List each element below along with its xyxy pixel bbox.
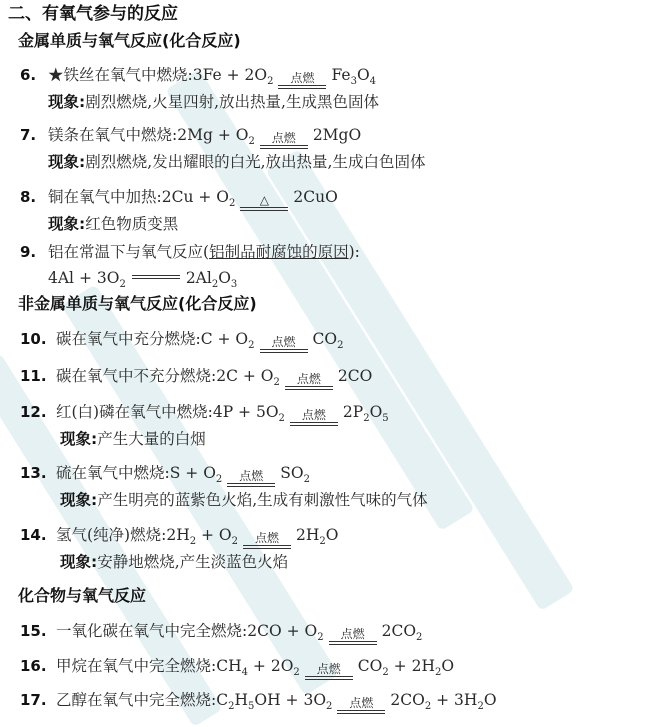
phenomenon-13: 现象:产生明亮的蓝紫色火焰,生成有刺激性气味的气体 (60, 491, 428, 509)
phenomenon-14: 现象:安静地燃烧,产生淡蓝色火焰 (60, 553, 289, 571)
page-title: 二、有氧气参与的反应 (8, 4, 178, 24)
section-title-nonmetal: 非金属单质与氧气反应(化合反应) (18, 294, 257, 313)
condition-ignite: 点燃 (337, 697, 385, 714)
condition-ignite: 点燃 (278, 72, 326, 89)
equation-9: $4Al + 3O_2$ $2Al_2O_3$ (48, 269, 238, 291)
reaction-11: 11. 碳在氧气中不充分燃烧:2C + $O_2$ 点燃 2CO (20, 367, 373, 389)
condition-ignite: 点燃 (260, 132, 308, 149)
condition-ignite: 点燃 (290, 409, 338, 426)
reaction-12: 12. 红(白)磷在氧气中燃烧:4P + $5O_2$ 点燃 $2P_2O_5$ (20, 403, 389, 425)
reaction-16: 16. 甲烷在氧气中完全燃烧$:CH_4 + 2O_2$ 点燃 $CO_2 + 2H_2O$ (20, 657, 455, 679)
condition-ignite: 点燃 (305, 663, 353, 680)
section-title-metal: 金属单质与氧气反应(化合反应) (18, 31, 241, 50)
reaction-14: 14. 氢气(纯净)燃烧$:2H_2 + O_2$ 点燃 $2H_2O$ (20, 526, 339, 548)
reaction-13: 13. 硫在氧气中燃烧:S + $O_2$ 点燃 $SO_2$ (20, 464, 310, 486)
reaction-10: 10. 碳在氧气中充分燃烧:C + $O_2$ 点燃 $CO_2$ (20, 330, 344, 352)
reaction-6: 6. ★铁丝在氧气中燃烧:3Fe + $2O_2$ 点燃 $Fe_3O_4$ (20, 66, 377, 88)
reaction-name: ★铁丝在氧气中燃烧: (48, 66, 193, 84)
phenomenon-12: 现象:产生大量的白烟 (60, 430, 206, 448)
reaction-9: 9. 铝在常温下与氧气反应(铝制品耐腐蚀的原因): (20, 243, 360, 261)
reaction-7: 7. 镁条在氧气中燃烧:2Mg + $O_2$ 点燃 2MgO (20, 126, 362, 148)
condition-heat: △ (240, 194, 288, 211)
reaction-8: 8. 铜在氧气中加热:2Cu + $O_2$ △ 2CuO (20, 188, 338, 210)
condition-ignite: 点燃 (243, 532, 291, 549)
reaction-17: 17. 乙醇在氧气中完全燃烧$:C_2H_5OH + 3O_2$ 点燃 $2CO_2 + 3H_2O$ (20, 691, 497, 713)
phenomenon-7: 现象:剧烈燃烧,发出耀眼的白光,放出热量,生成白色固体 (48, 153, 426, 171)
condition-ignite: 点燃 (329, 628, 377, 645)
condition-ignite: 点燃 (285, 373, 333, 390)
condition-ignite: 点燃 (227, 470, 275, 487)
phenomenon-6: 现象:剧烈燃烧,火星四射,放出热量,生成黑色固体 (48, 93, 379, 111)
reaction-15: 15. 一氧化碳在氧气中完全燃烧:2CO + $O_2$ 点燃 $2CO_2$ (20, 622, 423, 644)
section-title-compound: 化合物与氧气反应 (18, 586, 147, 605)
phenomenon-8: 现象:红色物质变黑 (48, 215, 179, 233)
condition-ignite: 点燃 (260, 336, 308, 353)
item-number: 6. (20, 66, 37, 84)
